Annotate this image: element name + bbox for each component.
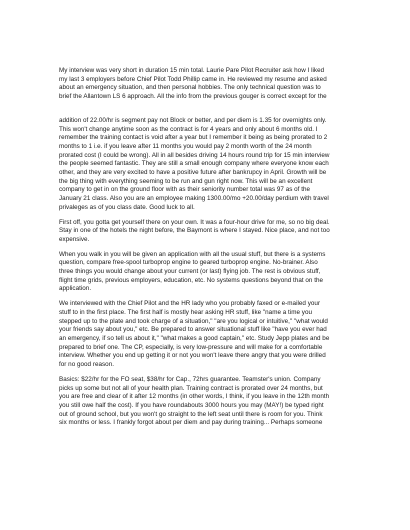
text-line: question, compare free-spool turboprop engine to geared turboprop engine. No-brainer. Also <box>59 259 318 267</box>
text-line: Stay in one of the hotels the night before, the Baymont is where I stayed. Nice place, and not too <box>59 227 330 235</box>
text-line: First off, you gotta get yourself there on your own. It was a four-hour drive for me, so no big deal. <box>59 218 330 226</box>
text-line: stepped up to the plate and took charge of a situation," "are you logical or intuitive," "what would <box>59 317 328 325</box>
text-line: company to get in on the ground floor with as their seniority number total was 97 as of the <box>59 186 311 194</box>
text-line: months to 1 i.e. if you leave after 11 months you would pay 2 month worth of the 24 month <box>59 142 312 150</box>
text-line: picks up some but not all of your health plan. Training contract is prorated over 24 months, but <box>59 384 323 392</box>
text-line: privaleges as of you class date. Good luck to all. <box>59 203 195 211</box>
text-line: brief the Allantown LS 6 approach. All the info from the previous gouger is correct except for the <box>59 93 327 101</box>
text-line: other, and they are very excited to have a positive future after bankrupcy in April. Growth will be <box>59 169 327 177</box>
text-line: addition of 22.00/hr is segment pay not Block or better, and per diem is 1.35 for overnights only. <box>59 116 327 124</box>
text-line: your friends say about you," etc. Be prepared to answer situational stuff like "have you ever had <box>59 326 327 334</box>
text-line: the big thing with everything seeming to be run and gun right now. This will be an excellent <box>59 177 313 185</box>
text-line: application. <box>59 285 92 293</box>
text-line: my last 3 employers before Chief Pilot Todd Phillip came in. He reviewed my resume and asked <box>59 75 327 83</box>
text-line: stuff to in the first place. The first half is mostly hear asking HR stuff, like "name a time you <box>59 308 313 316</box>
paragraph-travel <box>59 219 359 245</box>
text-line: interview. Whether you end up getting it or not you won't leave there angry that you were drilled <box>59 352 326 360</box>
text-line: January 21 class. Also you are an employee making 1300.00/mo +20.00/day perdium with travel <box>59 195 329 203</box>
text-line: flight time grids, previous employers, education, etc. No systems questions beyond that on the <box>59 276 324 284</box>
paragraph-pay-and-contract <box>59 117 359 213</box>
text-line: for no good reason. <box>59 361 114 369</box>
paragraph-interview-summary <box>59 67 359 102</box>
text-line: Basics: $22/hr for the FO seat, $38/hr for Cap., 72hrs guarantee. Teamster's union. Company <box>59 375 321 383</box>
text-line: When you walk in you will be given an application with all the usual stuff, but there is a systems <box>59 250 326 258</box>
text-line: My interview was very short in duration 15 min total. Laurie Pare Pilot Recruiter ask how I liked <box>59 67 325 74</box>
text-line: prepared to brief one. The CP, especially, is very low-pressure and will make for a comfortable <box>59 343 323 351</box>
text-line: We interviewed with the Chief Pilot and the HR lady who you probably faxed or e-mailed your <box>59 300 321 308</box>
text-line: about an emergency situation, and then personal hobbies. The only technical question was to <box>59 84 321 92</box>
text-line: This won't change anytime soon as the contract is for 4 years and only about 6 months old. I <box>59 125 318 133</box>
text-line: three things you would change about your current (or last) flying job. The rest is obvious stuff, <box>59 268 321 276</box>
text-line: the people seemed fantastic. They are still a small enough company where everyone know each <box>59 160 329 168</box>
text-line: an emergency, if so tell us about it," "what makes a good captain," etc. Study Jepp plates and be <box>59 334 330 342</box>
text-line: you are free and clear of it after 12 months (in other words, I think, if you leave in the 12th month <box>59 393 330 401</box>
text-line: out of ground school, but you won't go straight to the left seat until there is room for you. Think <box>59 410 323 418</box>
paragraph-basics <box>59 376 359 428</box>
text-line: six months or less. I frankly forgot about per diem and pay during training... Perhaps someone <box>59 419 323 427</box>
paragraph-interview-details <box>59 300 359 370</box>
document-body <box>59 67 359 434</box>
text-line: you still owe half the cost). If you have roundabouts 3000 hours you may (MAY!) be typed right <box>59 401 324 409</box>
text-line: expensive. <box>59 235 90 243</box>
paragraph-application <box>59 251 359 295</box>
text-line: prorated cost (I could be wrong). All in all besides driving 14 hours round trip for 15 min interview <box>59 151 330 159</box>
text-line: remember the training contact is void after a year but I remember it being as being prorated to 2 <box>59 134 328 142</box>
